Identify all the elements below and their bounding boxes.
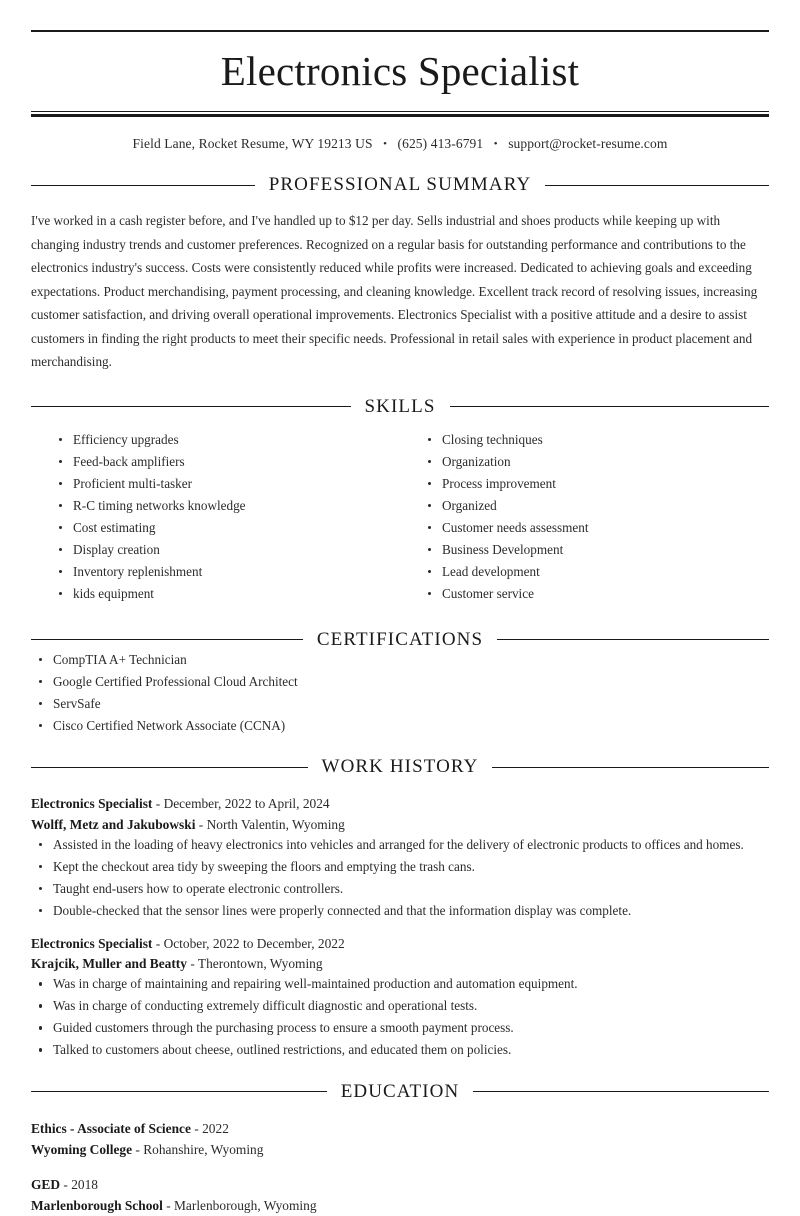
list-item: Google Certified Professional Cloud Architect (31, 673, 769, 690)
contact-email[interactable]: support@rocket-resume.com (508, 136, 668, 152)
header-bottom-rule (31, 111, 769, 117)
section-rule-left (31, 639, 303, 640)
section-rule-right (545, 185, 769, 186)
list-item: Assisted in the loading of heavy electronics into vehicles and arranged for the delivery of electronic products to offices and homes. (31, 836, 769, 853)
list-item: Cost estimating (51, 519, 400, 536)
entry-separator: - (198, 817, 204, 833)
section-rule-left (31, 406, 351, 407)
section-rule-left (31, 185, 255, 186)
section-header-summary (31, 174, 769, 196)
work-entry-title-line (31, 934, 769, 955)
work-entry (31, 934, 769, 1059)
list-item: Business Development (420, 541, 769, 558)
list-item: Lead development (420, 563, 769, 580)
education-location: Rohanshire, Wyoming (143, 1141, 264, 1157)
summary-text: I've worked in a cash register before, and I've handled up to $12 per day. Sells industrial and shoes products while keeping up with changing industry trends and customer preferences. Recognized on a regular basis for outstanding performance and contributions to the electronics industry's success. Costs were consistently reduced while profits were increased. Dedicated to achieving goals and exceeding expectations. Product merchandising, payment processing, and cleaning knowledge. Excellent track record of resolving issues, increasing customer satisfaction, and driving overall operational improvements. Electronics Specialist with a positive attitude and a desire to assist customers in finding the right products to meet their specific needs. Professional in retail sales with experience in product placement and merchandising. (31, 213, 758, 370)
skills-list-right (420, 431, 769, 603)
list-item: Efficiency upgrades (51, 431, 400, 448)
education-school: Wyoming College (31, 1141, 133, 1157)
list-item: Cisco Certified Network Associate (CCNA) (31, 717, 769, 734)
education-year: 2022 (202, 1120, 229, 1136)
work-company: Wolff, Metz and Jakubowski (31, 817, 196, 833)
work-location: North Valentin, Wyoming (206, 817, 345, 833)
section-header-certifications (31, 629, 769, 651)
list-item: Customer service (420, 585, 769, 602)
list-item: CompTIA A+ Technician (31, 651, 769, 668)
list-item: Double-checked that the sensor lines were properly connected and that the information display was complete. (31, 902, 769, 919)
list-item: Organized (420, 497, 769, 514)
list-item: ServSafe (31, 695, 769, 712)
list-item: R-C timing networks knowledge (51, 497, 400, 514)
education-degree-line (31, 1119, 769, 1140)
work-job-title: Electronics Specialist (31, 935, 153, 951)
list-item: Was in charge of conducting extremely difficult diagnostic and operational tests. (31, 997, 769, 1014)
education-degree: GED (31, 1176, 61, 1192)
work-entry-title-line (31, 794, 769, 815)
entry-separator: - (155, 935, 161, 951)
section-rule-left (31, 1091, 327, 1092)
list-item: Organization (420, 453, 769, 470)
section-rule-left (31, 767, 308, 768)
education-entry (31, 1119, 769, 1161)
contact-separator-2: • (493, 138, 498, 151)
work-entry-company-line (31, 815, 769, 836)
list-item: Customer needs assessment (420, 519, 769, 536)
skills-columns (31, 431, 769, 607)
list-item: Kept the checkout area tidy by sweeping the floors and emptying the trash cans. (31, 858, 769, 875)
page-title: Electronics Specialist (220, 48, 580, 94)
section-title-work-history: WORK HISTORY (321, 756, 479, 778)
list-item: Guided customers through the purchasing process to ensure a smooth payment process. (31, 1019, 769, 1036)
list-item: Proficient multi-tasker (51, 475, 400, 492)
contact-line (31, 136, 769, 152)
section-header-education (31, 1081, 769, 1103)
skills-list-left (51, 431, 400, 603)
entry-separator: - (155, 796, 161, 812)
section-title-skills: SKILLS (364, 395, 436, 417)
header-rule-thick (31, 114, 769, 117)
header-rule-thin (31, 111, 769, 112)
list-item: Process improvement (420, 475, 769, 492)
contact-address: Field Lane, Rocket Resume, WY 19213 US (132, 136, 373, 152)
section-header-skills (31, 396, 769, 418)
education-entry (31, 1175, 769, 1216)
skills-column-left (31, 431, 400, 607)
section-title-education: EDUCATION (340, 1080, 460, 1102)
list-item: Inventory replenishment (51, 563, 400, 580)
section-rule-right (497, 639, 769, 640)
entry-separator: - (194, 1120, 199, 1136)
entry-separator: - (190, 956, 195, 972)
education-school: Marlenborough School (31, 1197, 163, 1213)
list-item: Was in charge of maintaining and repairing well-maintained production and automation equipment. (31, 975, 769, 992)
header-top-rule (31, 30, 769, 32)
section-rule-right (450, 406, 770, 407)
education-school-line (31, 1140, 769, 1161)
section-title-summary: PROFESSIONAL SUMMARY (268, 174, 532, 196)
entry-separator: - (166, 1197, 171, 1213)
entry-separator: - (135, 1141, 140, 1157)
list-item: Taught end-users how to operate electronic controllers. (31, 880, 769, 897)
resume-page (0, 30, 800, 1213)
section-header-work-history (31, 756, 769, 778)
list-item: kids equipment (51, 585, 400, 602)
certifications-list (31, 651, 769, 734)
work-dates: December, 2022 to April, 2024 (163, 796, 330, 812)
education-degree-line (31, 1175, 769, 1196)
education-year: 2018 (71, 1176, 98, 1192)
education-location: Marlenborough, Wyoming (174, 1197, 317, 1213)
work-bullets (31, 975, 769, 1058)
section-rule-right (492, 767, 769, 768)
entry-separator: - (63, 1176, 68, 1192)
education-degree: Ethics - Associate of Science (31, 1120, 191, 1136)
skills-column-right (400, 431, 769, 607)
education-school-line (31, 1196, 769, 1216)
work-entry (31, 794, 769, 919)
contact-phone[interactable]: (625) 413-6791 (397, 136, 484, 152)
section-title-certifications: CERTIFICATIONS (316, 628, 484, 650)
list-item: Talked to customers about cheese, outlined restrictions, and educated them on policies. (31, 1041, 769, 1058)
list-item: Feed-back amplifiers (51, 453, 400, 470)
contact-separator-1: • (383, 138, 388, 151)
section-rule-right (473, 1091, 769, 1092)
work-bullets (31, 836, 769, 919)
work-job-title: Electronics Specialist (31, 796, 153, 812)
work-dates: October, 2022 to December, 2022 (163, 935, 345, 951)
work-location: Therontown, Wyoming (197, 956, 323, 972)
list-item: Closing techniques (420, 431, 769, 448)
work-company: Krajcik, Muller and Beatty (31, 956, 187, 972)
work-entry-company-line (31, 954, 769, 975)
list-item: Display creation (51, 541, 400, 558)
